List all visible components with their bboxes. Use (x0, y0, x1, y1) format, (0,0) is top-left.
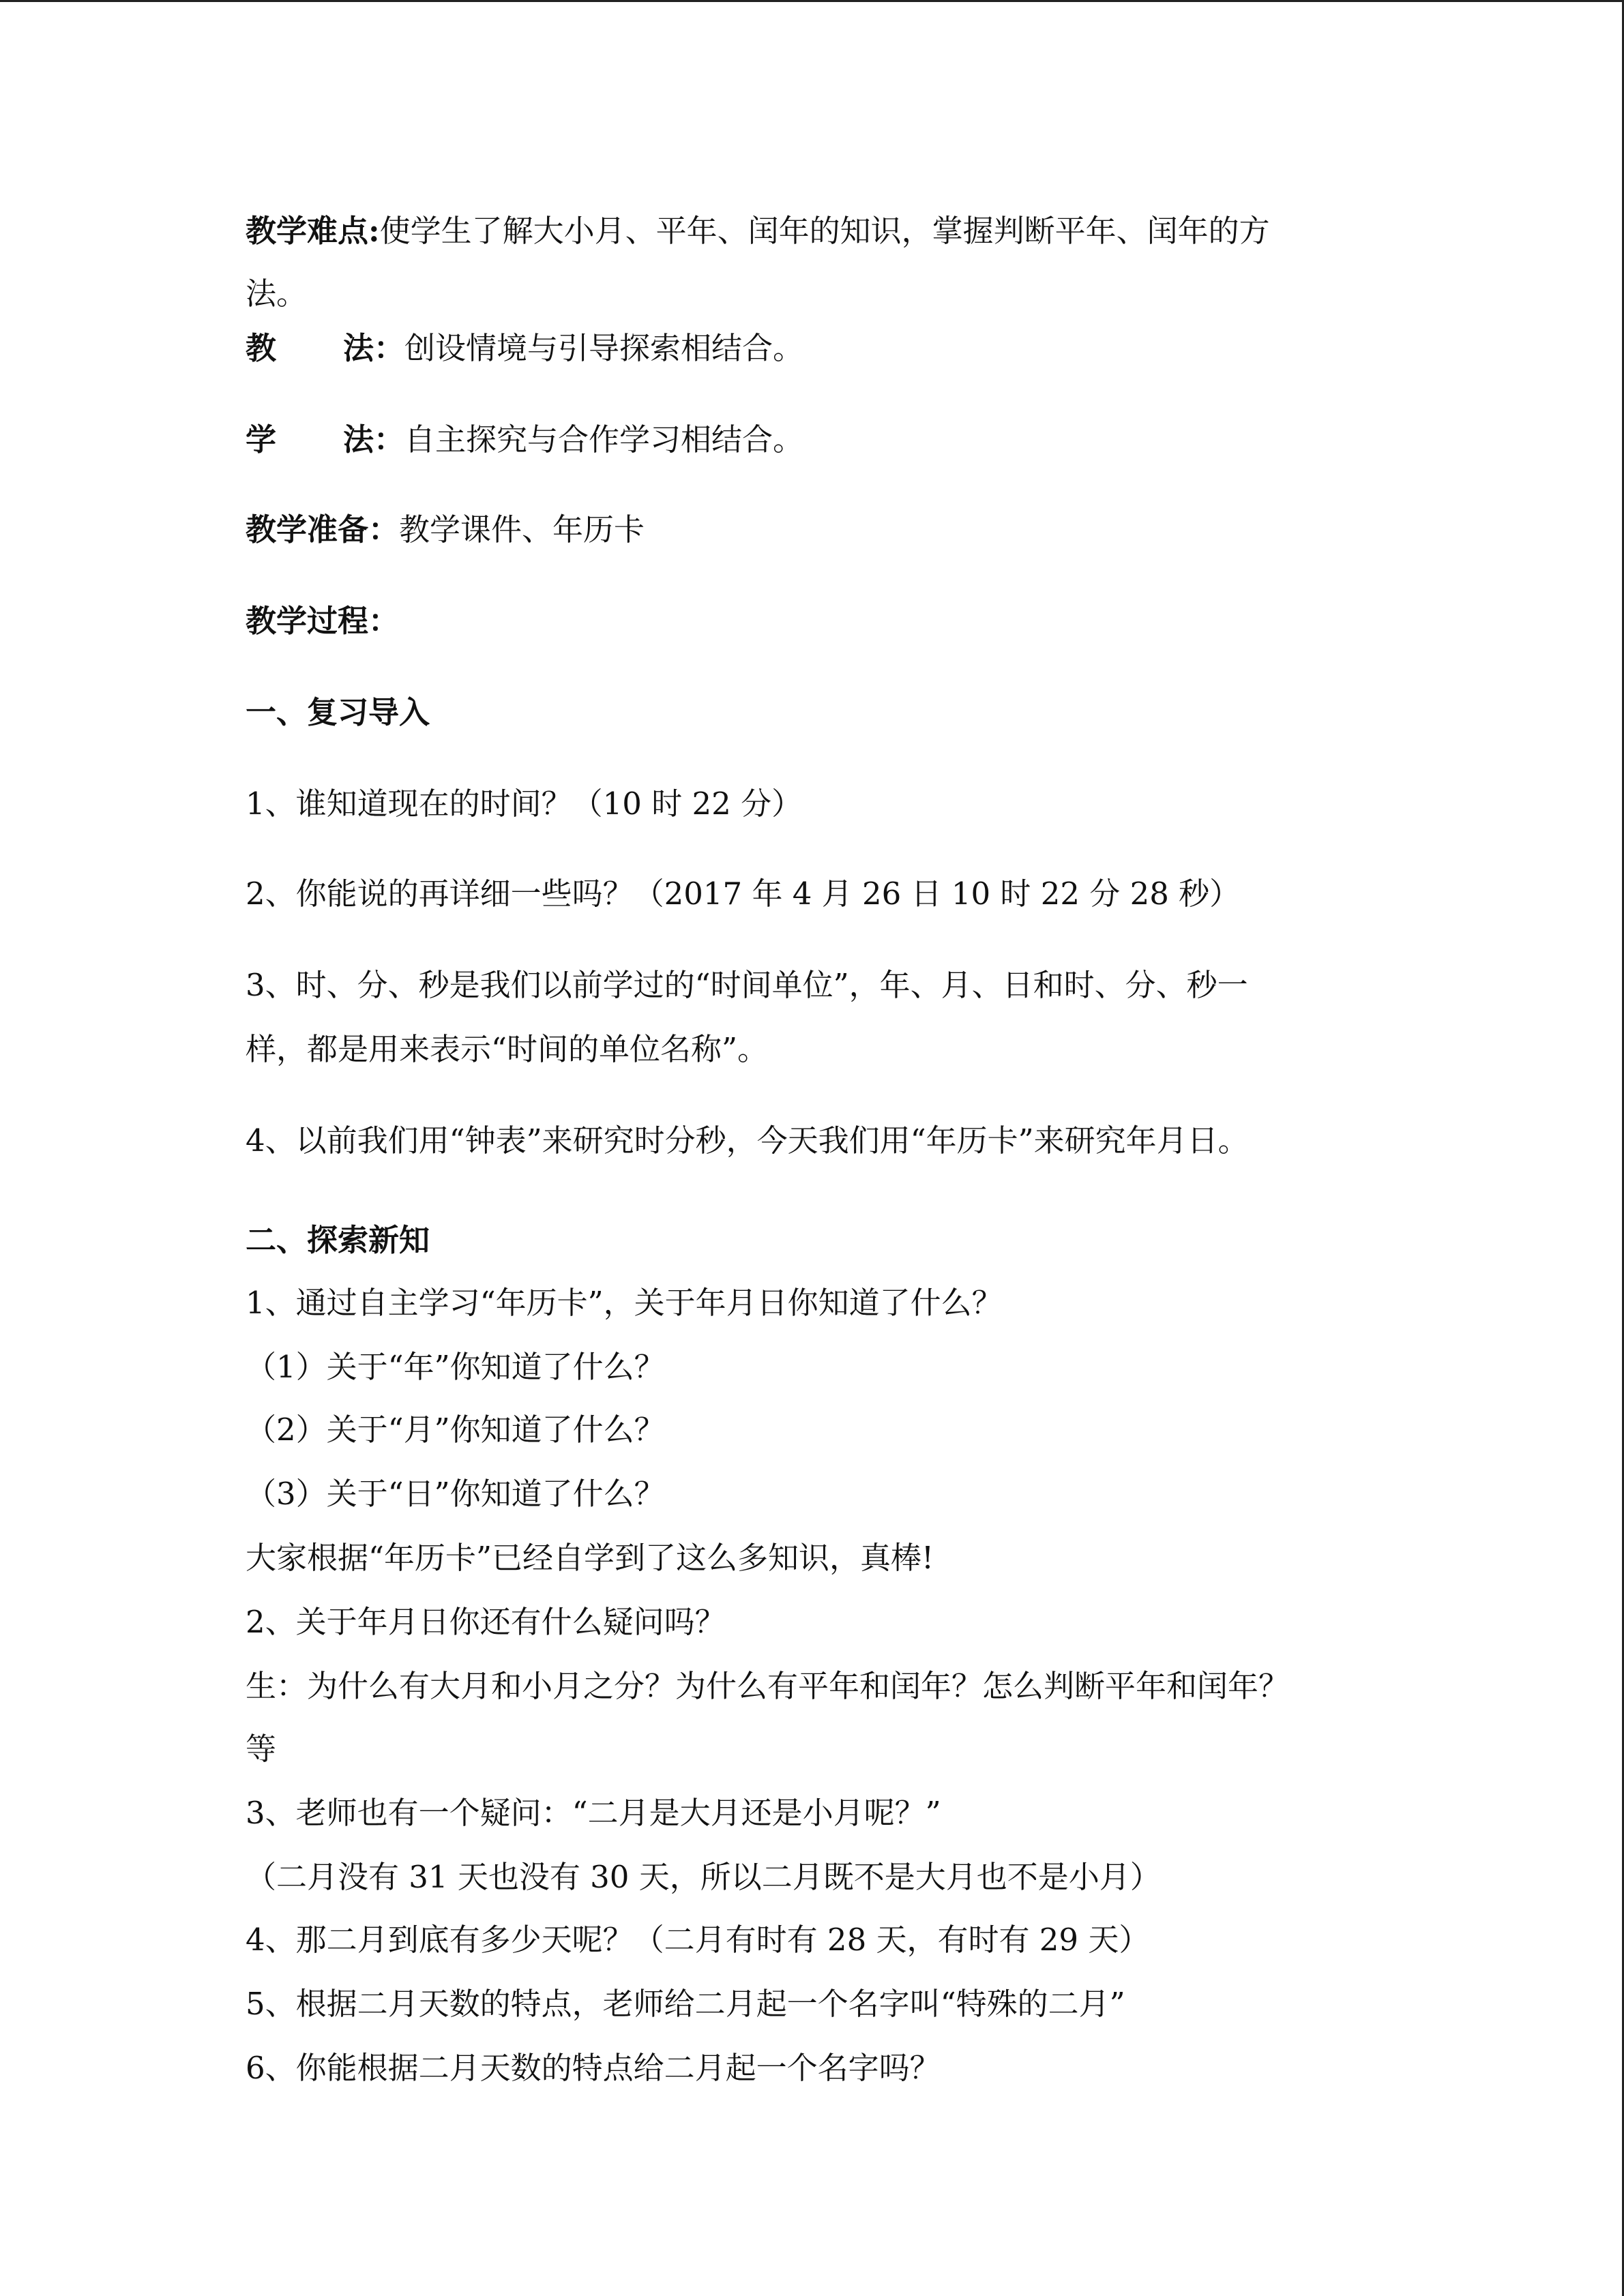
section2-item-4: 4、那二月到底有多少天呢？（二月有时有 28 天，有时有 29 天） (246, 1922, 1150, 1958)
section1-item-3-cont: 样，都是用来表示“时间的单位名称”。 (246, 1031, 769, 1067)
section1-item-3: 3、时、分、秒是我们以前学过的“时间单位”，年、月、日和时、分、秒一 (246, 967, 1248, 1003)
section2-student-answer: 生：为什么有大月和小月之分？为什么有平年和闰年？怎么判断平年和闰年？ (246, 1668, 1290, 1704)
section2-item-5: 5、根据二月天数的特点，老师给二月起一个名字叫“特殊的二月” (246, 1986, 1125, 2022)
difficulty-label: 教学难点: (246, 213, 380, 249)
learning-method-line (246, 419, 803, 460)
section2-title: 二、探索新知 (246, 1222, 430, 1258)
section2-student-answer-cont: 等 (246, 1731, 277, 1767)
preparation-label: 教学准备： (246, 511, 400, 548)
teaching-method-label-1: 教 (246, 330, 277, 366)
learning-method-label-1: 学 (246, 421, 277, 458)
section2-item-3-note: （二月没有 31 天也没有 30 天，所以二月既不是大月也不是小月） (246, 1859, 1161, 1895)
section2-item-3: 3、老师也有一个疑问：“二月是大月还是小月呢？” (246, 1795, 941, 1831)
section2-sub-1: （1）关于“年”你知道了什么？ (246, 1349, 665, 1385)
section2-item-2: 2、关于年月日你还有什么疑问吗？ (246, 1604, 726, 1640)
difficulty-text: 使学生了解大小月、平年、闰年的知识，掌握判断平年、闰年的方 (379, 213, 1270, 249)
section2-item-6: 6、你能根据二月天数的特点给二月起一个名字吗？ (246, 2050, 941, 2086)
section1-item-4: 4、以前我们用“钟表”来研究时分秒，今天我们用“年历卡”来研究年月日。 (246, 1122, 1249, 1159)
teaching-method-text: 创设情境与引导探索相结合。 (404, 330, 804, 366)
section2-sub-3: （3）关于“日”你知道了什么？ (246, 1476, 665, 1512)
section1-item-2: 2、你能说的再详细一些吗？（2017 年 4 月 26 日 10 时 22 分 28 秒） (246, 876, 1241, 912)
teaching-method-line (246, 328, 803, 369)
preparation-text: 教学课件、年历卡 (399, 511, 645, 548)
difficulty-line (246, 211, 1270, 252)
difficulty-line-cont: 法。 (246, 275, 308, 312)
section2-item-1: 1、通过自主学习“年历卡”，关于年月日你知道了什么？ (246, 1285, 1003, 1321)
section2-sub-2: （2）关于“月”你知道了什么？ (246, 1412, 665, 1448)
teaching-method-label-2: 法： (343, 330, 405, 366)
section1-title: 一、复习导入 (246, 694, 430, 730)
section2-praise: 大家根据“年历卡”已经自学到了这么多知识，真棒! (246, 1540, 934, 1576)
process-title: 教学过程： (246, 603, 400, 639)
preparation-line (246, 509, 645, 550)
learning-method-text: 自主探究与合作学习相结合。 (404, 421, 804, 458)
learning-method-label-2: 法： (343, 421, 405, 458)
section1-item-1: 1、谁知道现在的时间？（10 时 22 分） (246, 786, 803, 822)
